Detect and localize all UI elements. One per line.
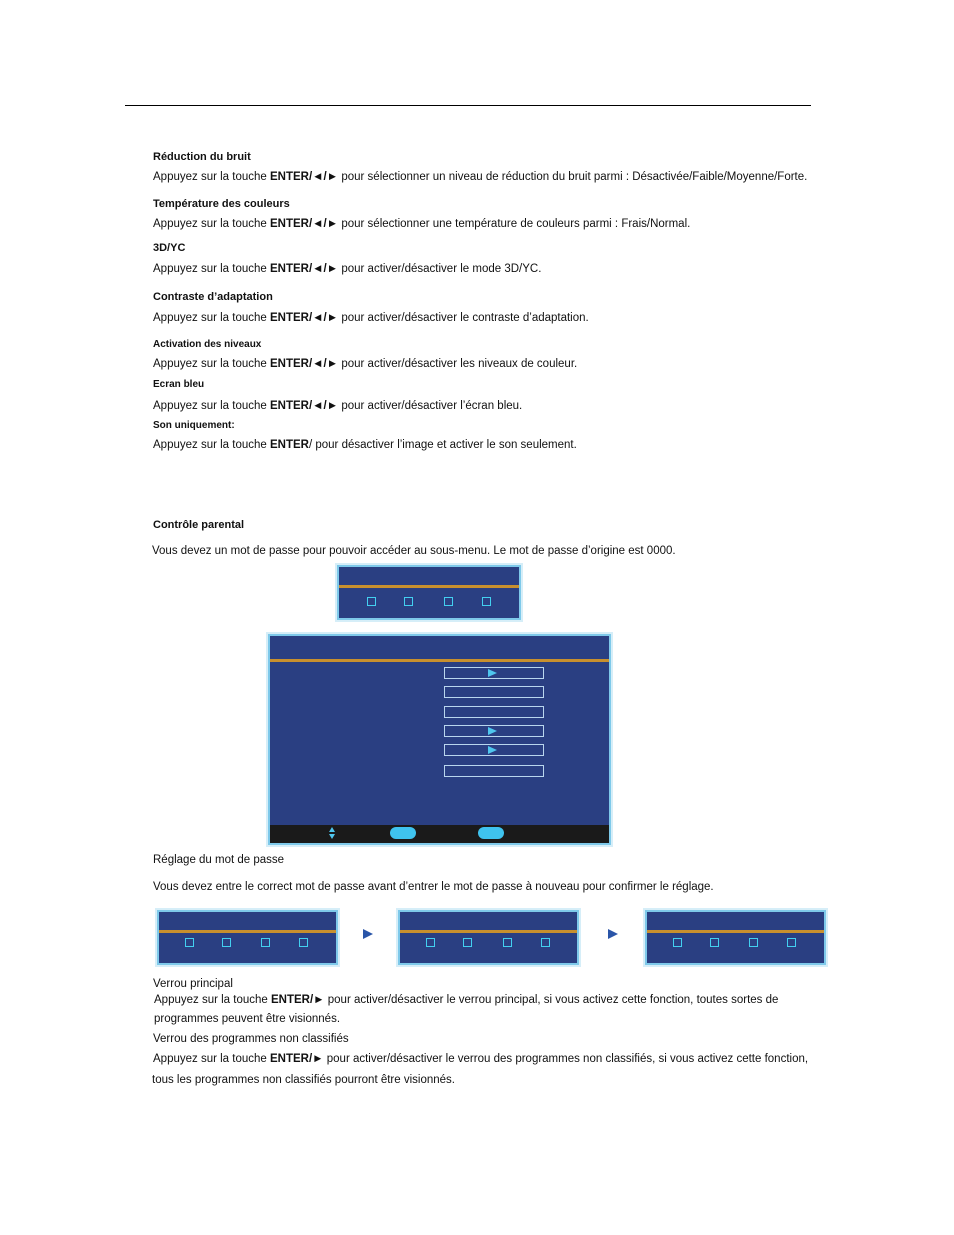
parental-menu-osd (268, 634, 611, 845)
osd-accent-bar (647, 930, 824, 933)
password-digit-2[interactable] (710, 938, 719, 947)
password-digit-2[interactable] (222, 938, 231, 947)
password-digit-1[interactable] (367, 597, 376, 606)
sound-only-text: Appuyez sur la touche ENTER/ pour désactiver l’image et activer le son seulement. (153, 439, 577, 451)
header-rule (125, 105, 811, 106)
menu-field-2[interactable] (444, 686, 544, 698)
right-arrow-icon (488, 746, 497, 754)
noise-reduction-text: Appuyez sur la touche ENTER/◄/► pour sélectionner un niveau de réduction du bruit parmi : Désactivée/Faible/Moyenne/Forte. (153, 171, 808, 183)
enter-key-icon (390, 827, 416, 839)
password-digit-2[interactable] (463, 938, 472, 947)
password-digit-4[interactable] (482, 597, 491, 606)
password-digit-1[interactable] (673, 938, 682, 947)
master-lock-title: Verrou principal (153, 978, 233, 990)
menu-field-1[interactable] (444, 667, 544, 679)
blue-screen-title: Ecran bleu (153, 379, 205, 390)
unrated-lock-text-line2: tous les programmes non classifiés pourront être visionnés. (152, 1074, 455, 1086)
color-temperature-title: Température des couleurs (153, 198, 290, 210)
next-step-arrow-icon (363, 929, 373, 939)
unrated-lock-title: Verrou des programmes non classifiés (153, 1033, 349, 1045)
password-digit-1[interactable] (185, 938, 194, 947)
password-digit-4[interactable] (541, 938, 550, 947)
color-temperature-text: Appuyez sur la touche ENTER/◄/► pour sélectionner une température de couleurs parmi : Frais/Normal. (153, 218, 691, 230)
parental-intro-text: Vous devez un mot de passe pour pouvoir accéder au sous-menu. Le mot de passe d’origine est 0000. (152, 545, 676, 557)
adaptive-contrast-text: Appuyez sur la touche ENTER/◄/► pour activer/désactiver le contraste d’adaptation. (153, 312, 589, 324)
osd-accent-bar (270, 659, 609, 662)
menu-field-5[interactable] (444, 744, 544, 756)
level-activation-text: Appuyez sur la touche ENTER/◄/► pour activer/désactiver les niveaux de couleur. (153, 358, 578, 370)
level-activation-title: Activation des niveaux (153, 339, 262, 350)
up-down-icon (328, 827, 336, 839)
next-step-arrow-icon (608, 929, 618, 939)
parental-control-title: Contrôle parental (153, 519, 245, 531)
set-password-title: Réglage du mot de passe (153, 854, 285, 866)
osd-accent-bar (339, 585, 519, 588)
3d-yc-title: 3D/YC (153, 242, 186, 254)
unrated-lock-text: Appuyez sur la touche ENTER/► pour activer/désactiver le verrou des programmes non classifiés, si vous activez cette fonction, (153, 1053, 809, 1065)
3d-yc-text: Appuyez sur la touche ENTER/◄/► pour activer/désactiver le mode 3D/YC. (153, 263, 542, 275)
password-digit-4[interactable] (299, 938, 308, 947)
password-entry-osd (337, 565, 521, 620)
right-arrow-icon (488, 727, 497, 735)
menu-field-6[interactable] (444, 765, 544, 777)
master-lock-text: Appuyez sur la touche ENTER/► pour activer/désactiver le verrou principal, si vous activez cette fonction, toutes sortes de (154, 994, 779, 1006)
password-step-2-osd (398, 910, 579, 965)
password-step-3-osd (645, 910, 826, 965)
menu-key-icon (478, 827, 504, 839)
osd-help-bar (270, 825, 609, 843)
password-digit-3[interactable] (749, 938, 758, 947)
password-digit-3[interactable] (444, 597, 453, 606)
master-lock-text-line2: programmes peuvent être visionnés. (154, 1013, 341, 1025)
password-digit-4[interactable] (787, 938, 796, 947)
menu-field-3[interactable] (444, 706, 544, 718)
sound-only-title: Son uniquement: (153, 420, 235, 431)
password-digit-1[interactable] (426, 938, 435, 947)
noise-reduction-title: Réduction du bruit (153, 151, 251, 163)
password-digit-2[interactable] (404, 597, 413, 606)
osd-accent-bar (159, 930, 336, 933)
adaptive-contrast-title: Contraste d’adaptation (153, 291, 273, 303)
menu-field-4[interactable] (444, 725, 544, 737)
password-digit-3[interactable] (503, 938, 512, 947)
blue-screen-text: Appuyez sur la touche ENTER/◄/► pour activer/désactiver l’écran bleu. (153, 400, 523, 412)
set-password-text: Vous devez entre le correct mot de passe avant d’entrer le mot de passe à nouveau pour confirmer le réglage. (153, 881, 714, 893)
right-arrow-icon (488, 669, 497, 677)
password-digit-3[interactable] (261, 938, 270, 947)
osd-accent-bar (400, 930, 577, 933)
password-step-1-osd (157, 910, 338, 965)
